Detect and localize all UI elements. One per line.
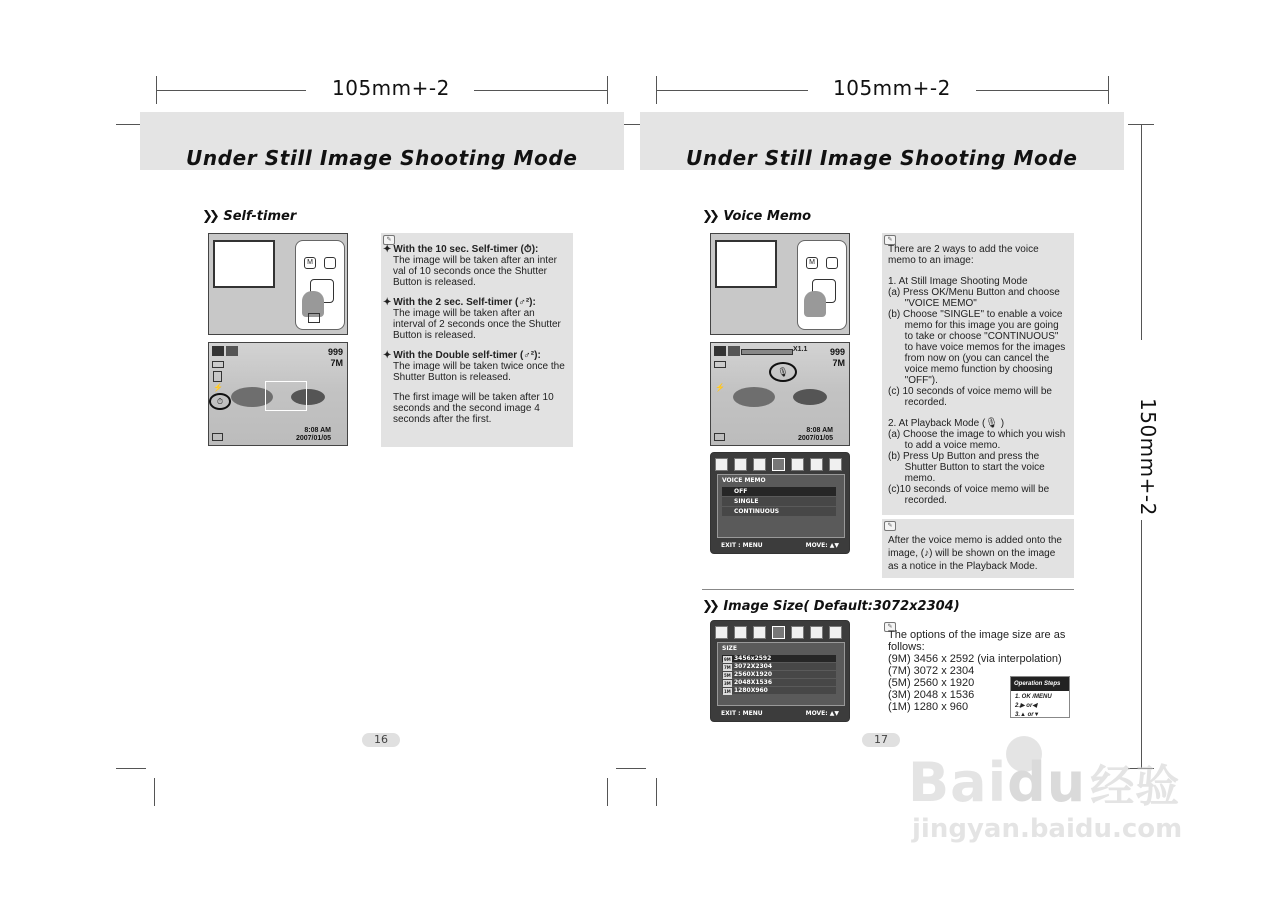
section-title-image-size xyxy=(702,599,960,614)
page-number-left: 16 xyxy=(362,733,400,747)
battery-icon xyxy=(714,361,726,368)
size-label: 2048X1536 xyxy=(734,679,773,686)
note-item xyxy=(383,350,569,383)
size-option[interactable] xyxy=(722,679,836,686)
note-line: follows: xyxy=(888,641,925,653)
section-divider xyxy=(702,589,1074,590)
camera-menu-icon xyxy=(715,626,728,639)
menu-icon-row xyxy=(715,458,845,472)
size-option[interactable] xyxy=(722,687,836,694)
dim-line xyxy=(474,90,607,91)
menu-option[interactable]: SINGLE xyxy=(722,497,836,506)
camera-lcd xyxy=(715,240,777,288)
mode-button-icon: M xyxy=(304,257,316,269)
stabilizer-icon xyxy=(226,346,238,356)
menu-footer xyxy=(721,710,839,717)
flash-icon: ⚡ xyxy=(213,383,223,392)
side-dimension-label: 150mm+-2 xyxy=(1136,398,1160,516)
star-bullet-icon: ✦ xyxy=(383,297,392,308)
image-size-options-panel xyxy=(717,642,845,706)
section-title-text: Image Size( Default:3072x2304) xyxy=(723,599,960,614)
note-line: memo for this image you are going xyxy=(888,320,1059,331)
crop-mark xyxy=(116,768,146,769)
size-option[interactable] xyxy=(722,663,836,670)
note-line: Shutter Button to start the voice xyxy=(888,462,1045,473)
time-label: 8:08 AM xyxy=(304,427,331,434)
quality-menu-icon xyxy=(791,626,804,639)
crop-mark xyxy=(607,778,608,806)
note-line: image, (♪) will be shown on the image xyxy=(888,548,1056,559)
size-option[interactable] xyxy=(722,671,836,678)
note-item xyxy=(383,244,569,288)
duck-shape xyxy=(793,389,827,405)
menu-option[interactable]: OFF xyxy=(722,487,836,496)
star-bullet-icon: ✦ xyxy=(383,350,392,361)
operation-step: 3.▲ or▼ xyxy=(1015,712,1040,718)
note-line: "OFF"). xyxy=(888,375,938,386)
control-panel xyxy=(295,240,345,330)
size-label: 3456x2592 xyxy=(734,655,772,662)
dim-tick xyxy=(1108,76,1109,104)
crop-mark xyxy=(154,778,155,806)
crop-mark xyxy=(616,768,646,769)
self-timer-icon: ⏱ xyxy=(209,393,231,410)
note-line: as a notice in the Playback Mode. xyxy=(888,561,1038,572)
note-icon: ✎ xyxy=(884,622,896,632)
note-line: 1. At Still Image Shooting Mode xyxy=(888,276,1028,287)
dimension-label-left: 105mm+-2 xyxy=(332,76,450,100)
operation-steps-title: Operation Steps xyxy=(1011,677,1069,691)
focus-frame xyxy=(265,381,307,411)
voice-memo-options-panel xyxy=(717,474,845,538)
note-line: 2. At Playback Mode (🎙 ) xyxy=(888,418,1005,429)
size-badge-icon: 3M xyxy=(724,681,731,686)
quality-icon xyxy=(212,433,223,441)
move-hint: MOVE: ▲▼ xyxy=(805,710,839,717)
menu-option[interactable]: CONTINUOUS xyxy=(722,507,836,516)
note-line: from now on (you can cancel the xyxy=(888,353,1050,364)
size-menu-icon xyxy=(772,626,785,639)
dim-tick xyxy=(607,76,608,104)
note-line: (a) Choose the image to which you wish xyxy=(888,429,1066,440)
note-line: (c) 10 seconds of voice memo will be xyxy=(888,386,1052,397)
playback-button-icon xyxy=(826,257,838,269)
note-heading: ✦ With the Double self-timer (♂²): xyxy=(383,350,541,361)
note-icon: ✎ xyxy=(884,521,896,531)
note-line: recorded. xyxy=(888,495,947,506)
battery-icon xyxy=(212,361,224,368)
note-line: (5M) 2560 x 1920 xyxy=(888,677,975,689)
note-item xyxy=(383,297,569,341)
size-menu-icon xyxy=(734,458,747,471)
section-title-voice-memo xyxy=(702,209,811,224)
note-line: to take or choose "CONTINUOUS" xyxy=(888,331,1059,342)
duck-shape xyxy=(733,387,775,407)
page-title-right: Under Still Image Shooting Mode xyxy=(686,146,1078,170)
quality-icon xyxy=(714,433,725,441)
baidu-watermark xyxy=(906,736,1206,846)
exit-hint: EXIT : MENU xyxy=(721,710,763,717)
scene-menu-icon xyxy=(810,458,823,471)
note-body: The image will be taken after an inter val of 10 seconds once the Shutter Button is released. xyxy=(393,255,557,288)
page-title-left: Under Still Image Shooting Mode xyxy=(186,146,578,170)
crop-mark xyxy=(656,778,657,806)
scene-menu-icon xyxy=(734,626,747,639)
watermark-url: jingyan.baidu.com xyxy=(912,814,1183,844)
stabilizer-menu-icon xyxy=(715,458,728,471)
camera-lcd xyxy=(213,240,275,288)
note-icon: ✎ xyxy=(383,235,395,245)
finger-icon xyxy=(804,291,826,317)
camera-mode-icon xyxy=(212,346,224,356)
shots-remaining: 999 xyxy=(829,347,845,357)
note-icon: ✎ xyxy=(884,235,896,245)
note-line: There are 2 ways to add the voice xyxy=(888,244,1039,255)
voice-memo-note-2 xyxy=(882,519,1074,578)
image-size-note xyxy=(882,620,1074,720)
section-title-self-timer xyxy=(202,209,296,224)
side-dim-line xyxy=(1141,520,1142,768)
chevron-icon: ❯❯ xyxy=(702,599,716,614)
stabilizer-icon xyxy=(728,346,740,356)
size-option[interactable] xyxy=(722,655,836,662)
mode-button-icon: M xyxy=(806,257,818,269)
note-content xyxy=(888,244,1072,506)
section-title-text: Self-timer xyxy=(223,209,297,224)
menu-title: VOICE MEMO xyxy=(722,477,766,484)
note-line: (9M) 3456 x 2592 (via interpolation) xyxy=(888,653,1062,665)
note-line: (c)10 seconds of voice memo will be xyxy=(888,484,1050,495)
shots-remaining: 999 xyxy=(327,347,343,357)
microphone-icon: 🎙 xyxy=(769,362,797,382)
date-label: 2007/01/05 xyxy=(295,435,331,442)
note-content xyxy=(383,244,569,425)
camera-mode-icon xyxy=(714,346,726,356)
size-badge-icon: 5M xyxy=(724,673,731,678)
page-number-right: 17 xyxy=(862,733,900,747)
dim-line xyxy=(156,90,306,91)
memory-card-icon xyxy=(213,371,222,382)
menu-footer xyxy=(721,542,839,549)
note-line: to add a voice memo. xyxy=(888,440,1001,451)
note-body: The image will be taken twice once the Shutter Button is released. xyxy=(393,361,565,383)
menu-icon-row xyxy=(715,626,845,640)
zoom-bar xyxy=(741,349,793,355)
note-line: (7M) 3072 x 2304 xyxy=(888,665,975,677)
chevron-icon: ❯❯ xyxy=(202,209,216,224)
note-line: (a) Press OK/Menu Button and choose xyxy=(888,287,1060,298)
side-dim-line xyxy=(1141,124,1142,340)
note-line xyxy=(888,408,1072,418)
note-line: After the voice memo is added onto the xyxy=(888,535,1062,546)
note-content xyxy=(888,534,1072,573)
size-label: 1280X960 xyxy=(734,687,768,694)
watermark-brand: Baidu经验 xyxy=(908,751,1181,814)
operation-step: 2.▶ or◀ xyxy=(1015,703,1037,709)
time-label: 8:08 AM xyxy=(806,427,833,434)
image-size-indicator: 7M xyxy=(832,358,845,368)
voice-memo-menu-screen xyxy=(710,452,850,554)
stabilizer-menu-icon xyxy=(753,626,766,639)
image-size-indicator: 7M xyxy=(330,358,343,368)
playback-button-icon xyxy=(324,257,336,269)
note-line: memo to an image: xyxy=(888,255,974,266)
note-line xyxy=(888,266,1072,276)
operation-steps-list xyxy=(1011,691,1069,722)
voice-memo-note xyxy=(882,233,1074,515)
note-line: The options of the image size are as xyxy=(888,629,1066,641)
note-heading: ✦ With the 10 sec. Self-timer (⏱): xyxy=(383,244,539,255)
note-line: to have voice memos for the images xyxy=(888,342,1066,353)
camera-back-illustration xyxy=(208,233,348,335)
camera-back-illustration xyxy=(710,233,850,335)
operation-steps-box xyxy=(1010,676,1070,718)
dim-line xyxy=(976,90,1108,91)
crop-mark xyxy=(116,124,140,125)
note-line: "VOICE MEMO" xyxy=(888,298,977,309)
dimension-label-right: 105mm+-2 xyxy=(833,76,951,100)
note-extra: The first image will be taken after 10 seconds and the second image 4 seconds after the first. xyxy=(393,392,554,425)
flash-icon: ⚡ xyxy=(715,383,725,392)
date-label: 2007/01/05 xyxy=(797,435,833,442)
chevron-icon: ❯❯ xyxy=(702,209,716,224)
control-panel xyxy=(797,240,847,330)
exit-hint: EXIT : MENU xyxy=(721,542,763,549)
note-line: (1M) 1280 x 960 xyxy=(888,701,969,713)
effect-menu-icon xyxy=(829,458,842,471)
self-timer-note xyxy=(381,233,573,447)
size-badge-icon: 7M xyxy=(724,665,731,670)
preview-screen-self-timer xyxy=(208,342,348,446)
voice-memo-menu-icon xyxy=(772,458,785,471)
zoom-label: X1.1 xyxy=(793,346,808,353)
size-option-list xyxy=(718,655,844,694)
image-size-menu-screen xyxy=(710,620,850,722)
note-line: recorded. xyxy=(888,397,947,408)
note-heading: ✦ With the 2 sec. Self-timer (♂²): xyxy=(383,297,536,308)
note-line: (b) Press Up Button and press the xyxy=(888,451,1040,462)
operation-step: 1. OK /MENU xyxy=(1015,694,1052,700)
size-label: 3072X2304 xyxy=(734,663,773,670)
note-body: The image will be taken after an interval of 2 seconds once the Shutter Button is released. xyxy=(393,308,561,341)
size-badge-icon: 1M xyxy=(724,689,731,694)
star-bullet-icon: ✦ xyxy=(383,244,392,255)
section-title-text: Voice Memo xyxy=(723,209,812,224)
note-line: (b) Choose "SINGLE" to enable a voice xyxy=(888,309,1063,320)
note-line: memo. xyxy=(888,473,936,484)
move-hint: MOVE: ▲▼ xyxy=(805,542,839,549)
menu-title: SIZE xyxy=(722,645,738,652)
size-badge-icon: 9M xyxy=(724,657,731,662)
note-line: (3M) 2048 x 1536 xyxy=(888,689,975,701)
size-label: 2560X1920 xyxy=(734,671,773,678)
quality-menu-icon xyxy=(753,458,766,471)
note-line: voice memo function by choosing xyxy=(888,364,1053,375)
dim-line xyxy=(656,90,808,91)
exposure-menu-icon xyxy=(791,458,804,471)
exposure-menu-icon xyxy=(829,626,842,639)
menu-button-icon xyxy=(308,313,320,323)
voice-memo-menu-icon xyxy=(810,626,823,639)
preview-screen-voice-memo xyxy=(710,342,850,446)
